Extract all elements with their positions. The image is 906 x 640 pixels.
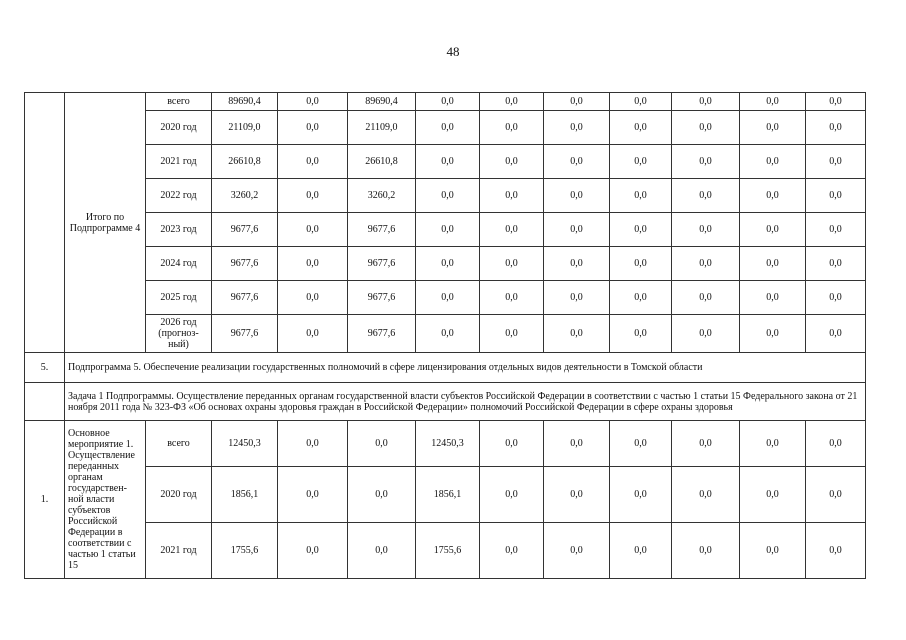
value-cell: 0,0 [806, 247, 866, 281]
value-cell: 1755,6 [212, 523, 278, 579]
measure-label: Основное мероприятие 1. Осуществление переданных органам государствен-ной власти субъектов Российской Федерации в соответствии с частью 1 статьи 15 [65, 421, 146, 579]
value-cell: 0,0 [740, 315, 806, 353]
table-row [25, 93, 866, 111]
value-cell: 0,0 [806, 179, 866, 213]
value-cell: 0,0 [544, 111, 610, 145]
value-cell: 0,0 [348, 467, 416, 523]
year-cell: 2022 год [146, 179, 212, 213]
value-cell: 0,0 [672, 421, 740, 467]
value-cell: 0,0 [480, 523, 544, 579]
year-cell: 2024 год [146, 247, 212, 281]
table-row [25, 179, 866, 213]
value-cell: 9677,6 [212, 213, 278, 247]
value-cell: 9677,6 [348, 281, 416, 315]
value-cell: 0,0 [740, 247, 806, 281]
table-row [25, 213, 866, 247]
value-cell: 0,0 [480, 421, 544, 467]
value-cell: 0,0 [544, 179, 610, 213]
value-cell: 0,0 [278, 523, 348, 579]
value-cell: 9677,6 [212, 247, 278, 281]
value-cell: 0,0 [610, 179, 672, 213]
value-cell: 0,0 [278, 421, 348, 467]
value-cell: 9677,6 [348, 213, 416, 247]
year-cell: всего [146, 421, 212, 467]
value-cell: 0,0 [480, 247, 544, 281]
value-cell: 0,0 [610, 281, 672, 315]
value-cell: 12450,3 [212, 421, 278, 467]
value-cell: 0,0 [416, 213, 480, 247]
table-row [25, 145, 866, 179]
table-row [25, 247, 866, 281]
year-cell: 2023 год [146, 213, 212, 247]
value-cell: 89690,4 [212, 93, 278, 111]
value-cell: 0,0 [610, 111, 672, 145]
value-cell: 0,0 [740, 281, 806, 315]
value-cell: 9677,6 [212, 315, 278, 353]
value-cell: 1755,6 [416, 523, 480, 579]
task-index-cell [25, 383, 65, 421]
value-cell: 12450,3 [416, 421, 480, 467]
table-row [25, 111, 866, 145]
year-cell: 2020 год [146, 111, 212, 145]
value-cell: 0,0 [672, 213, 740, 247]
value-cell: 0,0 [672, 179, 740, 213]
value-cell: 0,0 [740, 111, 806, 145]
value-cell: 0,0 [806, 421, 866, 467]
value-cell: 89690,4 [348, 93, 416, 111]
value-cell: 0,0 [480, 315, 544, 353]
value-cell: 0,0 [544, 281, 610, 315]
table-row [25, 315, 866, 353]
subprogram-title: Подпрограмма 5. Обеспечение реализации государственных полномочий в сфере лицензирования отдельных видов деятельности в Томской области [65, 353, 866, 383]
value-cell: 0,0 [544, 315, 610, 353]
value-cell: 21109,0 [348, 111, 416, 145]
value-cell: 0,0 [278, 111, 348, 145]
value-cell: 0,0 [348, 421, 416, 467]
year-cell: 2021 год [146, 523, 212, 579]
value-cell: 0,0 [610, 213, 672, 247]
value-cell: 26610,8 [348, 145, 416, 179]
value-cell: 0,0 [672, 467, 740, 523]
value-cell: 21109,0 [212, 111, 278, 145]
value-cell: 0,0 [806, 315, 866, 353]
value-cell: 0,0 [672, 315, 740, 353]
value-cell: 0,0 [544, 93, 610, 111]
value-cell: 0,0 [278, 179, 348, 213]
value-cell: 0,0 [740, 213, 806, 247]
value-cell: 3260,2 [212, 179, 278, 213]
year-cell: 2021 год [146, 145, 212, 179]
value-cell: 0,0 [278, 93, 348, 111]
value-cell: 0,0 [416, 145, 480, 179]
measure-index: 1. [25, 421, 65, 579]
table-row [25, 467, 866, 523]
budget-table [24, 92, 866, 579]
value-cell: 0,0 [610, 93, 672, 111]
value-cell: 0,0 [278, 315, 348, 353]
value-cell: 0,0 [806, 93, 866, 111]
value-cell: 0,0 [672, 145, 740, 179]
value-cell: 0,0 [480, 145, 544, 179]
value-cell: 0,0 [806, 111, 866, 145]
value-cell: 0,0 [278, 213, 348, 247]
value-cell: 0,0 [416, 93, 480, 111]
value-cell: 0,0 [480, 213, 544, 247]
value-cell: 0,0 [740, 467, 806, 523]
value-cell: 0,0 [610, 145, 672, 179]
value-cell: 0,0 [806, 213, 866, 247]
value-cell: 9677,6 [348, 315, 416, 353]
value-cell: 9677,6 [212, 281, 278, 315]
year-cell: 2025 год [146, 281, 212, 315]
year-cell: всего [146, 93, 212, 111]
value-cell: 0,0 [480, 467, 544, 523]
value-cell: 0,0 [806, 281, 866, 315]
value-cell: 0,0 [672, 111, 740, 145]
value-cell: 0,0 [480, 93, 544, 111]
value-cell: 0,0 [610, 315, 672, 353]
value-cell: 0,0 [278, 247, 348, 281]
value-cell: 0,0 [278, 281, 348, 315]
value-cell: 1856,1 [212, 467, 278, 523]
page-number: 48 [446, 44, 460, 59]
value-cell: 0,0 [806, 523, 866, 579]
task-row [25, 383, 866, 421]
value-cell: 0,0 [544, 523, 610, 579]
value-cell: 0,0 [348, 523, 416, 579]
row-index-cell [25, 93, 65, 353]
table-row [25, 281, 866, 315]
value-cell: 0,0 [740, 421, 806, 467]
value-cell: 0,0 [740, 179, 806, 213]
subprogram-row [25, 353, 866, 383]
value-cell: 0,0 [806, 145, 866, 179]
value-cell: 0,0 [740, 523, 806, 579]
value-cell: 1856,1 [416, 467, 480, 523]
value-cell: 0,0 [544, 247, 610, 281]
year-cell: 2020 год [146, 467, 212, 523]
value-cell: 0,0 [480, 281, 544, 315]
table-row [25, 523, 866, 579]
table-row [25, 421, 866, 467]
value-cell: 0,0 [544, 421, 610, 467]
table-body [25, 93, 866, 579]
value-cell: 0,0 [672, 281, 740, 315]
value-cell: 0,0 [416, 111, 480, 145]
value-cell: 0,0 [610, 421, 672, 467]
task-description: Задача 1 Подпрограммы. Осуществление переданных органам государственной власти субъектов Российской Федерации в соответствии с частью 1 статьи 15 Федерального закона от 21 ноября 2011 года № 323-ФЗ «Об основах охраны здоровья граждан в Российской Федерации» полномочий Российской Федерации в сфере охраны здоровья [65, 383, 866, 421]
value-cell: 0,0 [672, 523, 740, 579]
value-cell: 0,0 [480, 179, 544, 213]
value-cell: 0,0 [278, 467, 348, 523]
value-cell: 0,0 [672, 93, 740, 111]
value-cell: 0,0 [480, 111, 544, 145]
value-cell: 0,0 [610, 467, 672, 523]
value-cell: 0,0 [416, 315, 480, 353]
value-cell: 0,0 [278, 145, 348, 179]
value-cell: 0,0 [672, 247, 740, 281]
value-cell: 0,0 [740, 145, 806, 179]
value-cell: 0,0 [416, 179, 480, 213]
value-cell: 0,0 [416, 247, 480, 281]
value-cell: 0,0 [544, 467, 610, 523]
value-cell: 0,0 [610, 523, 672, 579]
subprogram-index: 5. [25, 353, 65, 383]
subprogram-total-label: Итого по Подпрограмме 4 [65, 93, 146, 353]
year-cell: 2026 год (прогноз-ный) [146, 315, 212, 353]
value-cell: 0,0 [544, 145, 610, 179]
value-cell: 3260,2 [348, 179, 416, 213]
value-cell: 0,0 [416, 281, 480, 315]
value-cell: 26610,8 [212, 145, 278, 179]
value-cell: 9677,6 [348, 247, 416, 281]
value-cell: 0,0 [610, 247, 672, 281]
value-cell: 0,0 [740, 93, 806, 111]
value-cell: 0,0 [806, 467, 866, 523]
value-cell: 0,0 [544, 213, 610, 247]
